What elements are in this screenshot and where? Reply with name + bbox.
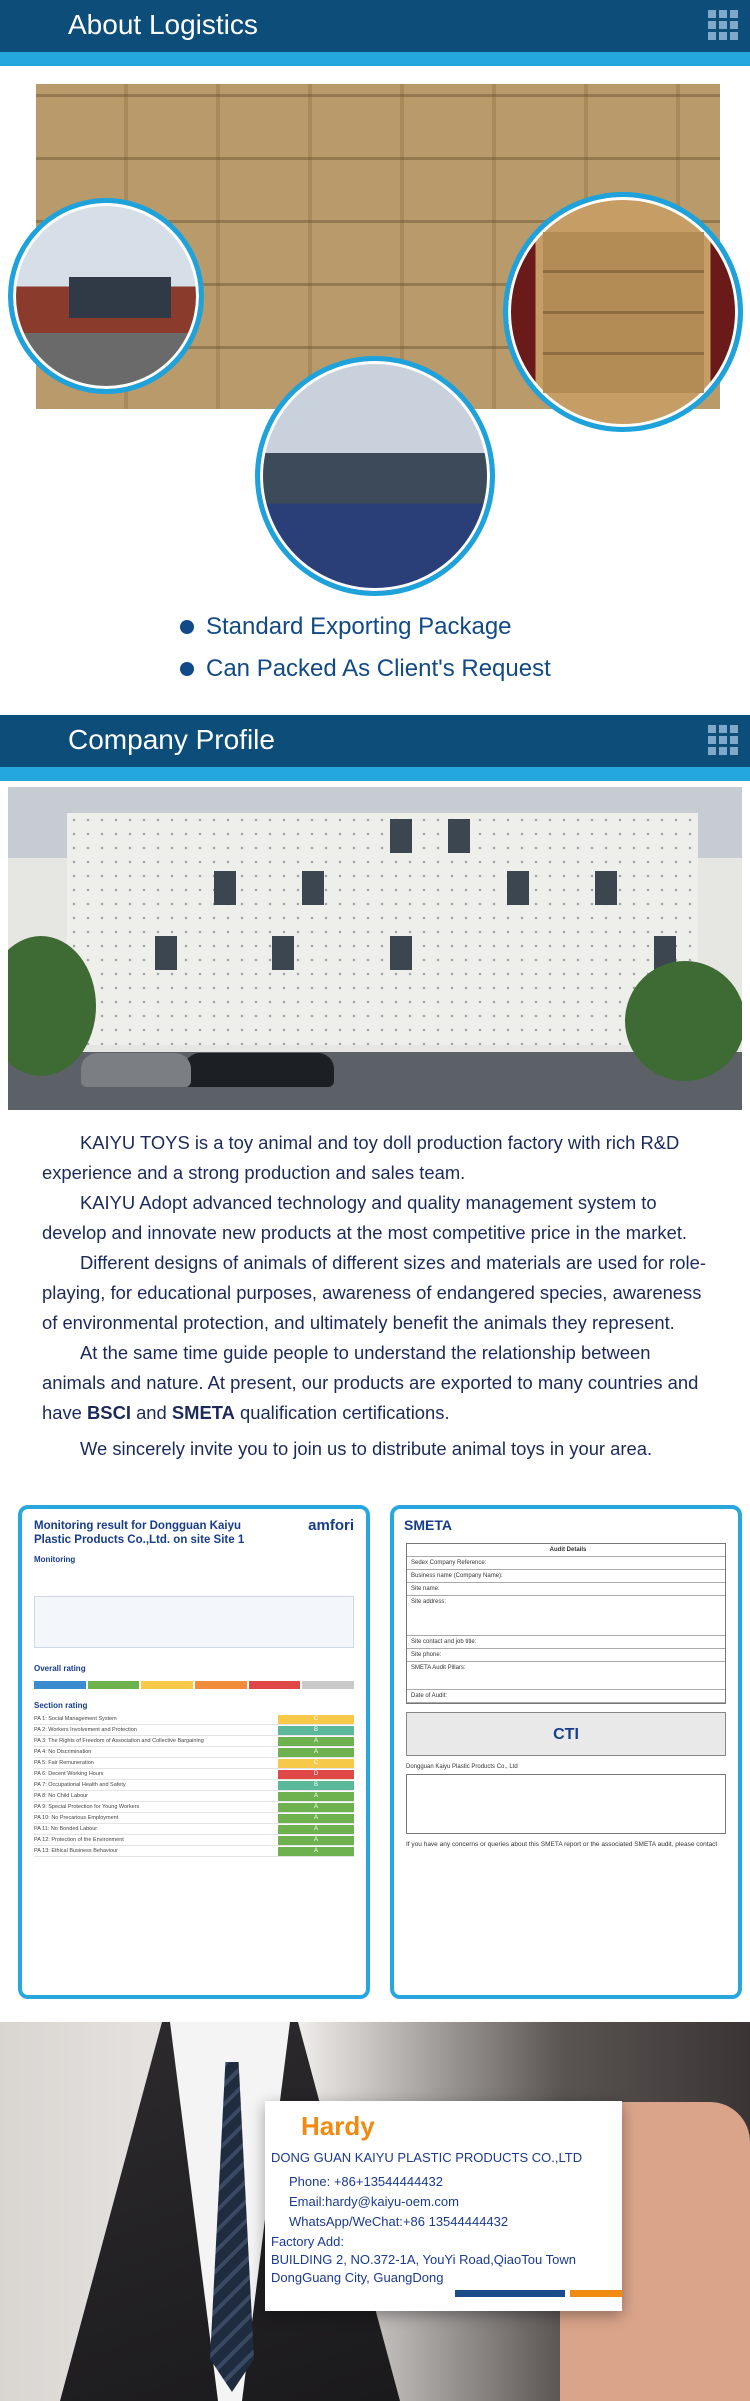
amfori-logo: amfori [308,1517,354,1534]
card-phone: Phone: +86+13544444432 [289,2174,443,2189]
card-company: DONG GUAN KAIYU PLASTIC PRODUCTS CO.,LTD [271,2150,583,2165]
profile-text: KAIYU TOYS is a toy animal and toy doll production factory with rich R&D experience and a strong production and sales team. KAIYU Adopt advanced technology and quality management system to develop and innovate new products at the most competitive price in the market. Different designs of animals of different sizes and materials are used for role-playing, for educational purposes, awareness of endangered species, awareness of environmental protection, and ultimately benefit the animals they represent. At the same time guide people to understand the relationship between animals and nature. At present, our products are exported to many countries and have BSCI and SMETA qualification certifications. We sincerely invite you to join us to distribute animal toys in your area. [42,1132,706,1459]
section-rating-row [34,1747,354,1758]
section-rating-row [34,1824,354,1835]
section-rating-row [34,1813,354,1824]
section-rating-label: PA 4: No Discrimination [34,1749,92,1755]
logistics-title: About Logistics [68,9,258,40]
section-rating-grade: B [278,1781,354,1790]
business-card [265,2101,622,2311]
section-rating-label: PA 12: Protection of the Environment [34,1837,124,1843]
section-rating-grade: A [278,1836,354,1845]
section-rating-grade: A [278,1737,354,1746]
section-rating-grade: D [278,1770,354,1779]
section-rating-row [34,1802,354,1813]
section-rating-row [34,1725,354,1736]
section-rating-label: PA 7: Occupational Health and Safety [34,1782,126,1788]
card-whatsapp: WhatsApp/WeChat:+86 13544444432 [289,2214,509,2229]
section-rating-grade: A [278,1803,354,1812]
section-rating-row [34,1846,354,1857]
smeta-certificate: SMETA Audit Details Sedex Company Reference: Business name (Company Name): Site name: Site address: Site contact and job title: Site phone: SMETA Audit Pillars: Date of Audit: CTI Dongguan Kaiyu Plastic Products Co., Ltd If you have any concerns or queries about this SMETA report or the associated SMETA audit, please contact [390,1505,742,1999]
section-rating-label: PA 2: Workers Involvement and Protection [34,1727,137,1733]
card-name: Hardy [301,2111,375,2141]
section-rating-label: PA 11: No Bonded Labour [34,1826,98,1832]
bullet-client-request: Can Packed As Client's Request [180,655,551,683]
grid-icon [708,725,738,755]
section-rating-row [34,1769,354,1780]
section-rating-grade: A [278,1748,354,1757]
section-rating-grade: C [278,1759,354,1768]
section-rating-label: PA 1: Social Management System [34,1716,117,1722]
section-rating-label: PA 5: Fair Remuneration [34,1760,94,1766]
section-rating-row [34,1791,354,1802]
cti-logo: CTI [406,1712,726,1756]
bullet-icon [180,662,194,676]
card-factory-label: Factory Add: [271,2234,344,2249]
section-rating-label: PA 6: Decent Working Hours [34,1771,104,1777]
section-rating-row [34,1835,354,1846]
section-rating-label: PA 3: The Rights of Freedom of Association and Collective Bargaining [34,1738,204,1744]
section-rating-row [34,1758,354,1769]
info-notice [34,1596,354,1648]
overall-rating-scale [22,1677,366,1693]
section-rating-label: PA 9: Special Protection for Young Workers [34,1804,140,1810]
smeta-label: SMETA [171,1402,235,1423]
profile-title: Company Profile [68,724,275,755]
logistics-header [0,0,750,52]
section-rating-row [34,1780,354,1791]
factory-building-photo [8,787,742,1110]
profile-header [0,715,750,767]
section-rating-grade: B [278,1726,354,1735]
section-rating-label: PA 13: Ethical Business Behaviour [34,1848,118,1854]
packing-workers-photo [255,356,495,596]
section-rating-grade: A [278,1792,354,1801]
card-email: Email:hardy@kaiyu-oem.com [289,2194,459,2209]
grid-icon [708,10,738,40]
loaded-container-photo [503,192,743,432]
section-rating-list [22,1714,366,1857]
smeta-logo: SMETA [404,1517,452,1533]
amfori-bsci-certificate: Monitoring result for Dongguan Kaiyu Plastic Products Co.,Ltd. on site Site 1 amfori Monitoring Overall rating Section rating PA 1: Social Management System C PA 2: Workers Involvement and Protection B PA 3: The Rights of Freedom of Association and Collective Bargaining A PA 4: No Discrimination A PA 5: Fair Remuneration C PA 6: Decent Working Hours D PA 7: Occupational Health and Safety B PA 8: No Child Labour A PA 9: Special Protection for Young Workers A PA 10: No Precarious Employment A PA 11: No Bonded Labour A PA 12: Protection of the Environment A PA 13: Ethical Business Behaviour A [18,1505,370,1999]
bsci-label: BSCI [87,1402,131,1423]
section-rating-label: PA 10: No Precarious Employment [34,1815,119,1821]
section-rating-label: PA 8: No Child Labour [34,1793,89,1799]
audit-type-table [406,1774,726,1834]
card-address-line1: BUILDING 2, NO.372-1A, YouYi Road,QiaoTou Town [271,2252,576,2267]
card-address-line2: DongGuang City, GuangDong [271,2270,444,2285]
bullet-icon [180,620,194,634]
section-rating-grade: A [278,1814,354,1823]
section-rating-row [34,1714,354,1725]
section-rating-grade: C [278,1715,354,1724]
bullet-standard-package: Standard Exporting Package [180,613,512,641]
container-truck-photo [8,198,204,394]
audit-details-table: Audit Details Sedex Company Reference: Business name (Company Name): Site name: Site address: Site contact and job title: Site phone: SMETA Audit Pillars: Date of Audit: [406,1543,726,1704]
section-rating-grade: A [278,1847,354,1856]
section-rating-row [34,1736,354,1747]
section-rating-grade: A [278,1825,354,1834]
